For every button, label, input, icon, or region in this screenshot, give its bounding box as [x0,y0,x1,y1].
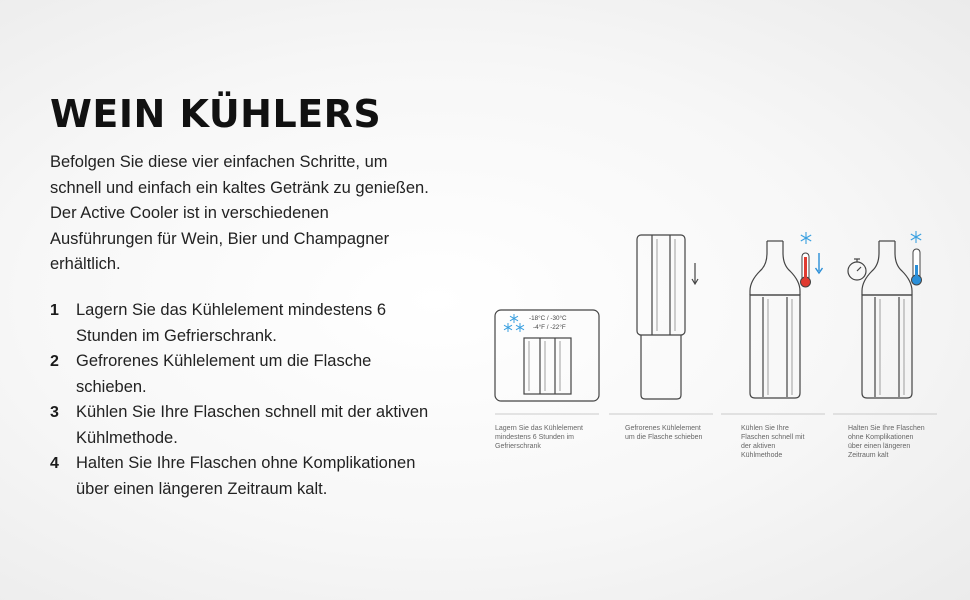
intro-line: erhältlich. [50,255,121,273]
intro-line: Ausführungen für Wein, Bier und Champagner [50,229,390,248]
step-number: 4 [50,455,59,472]
intro-paragraph [50,150,480,278]
sleeve-bottle-illustration [637,235,698,399]
keep-cold-bottle-illustration [862,241,912,398]
step-line: über einen längeren Zeitraum kalt. [76,479,328,498]
step-line: Stunden im Gefrierschrank. [76,326,277,345]
caption-line: der aktiven [741,443,776,450]
arrow-down-icon [816,253,823,273]
step-item-3 [50,400,480,451]
step-number: 2 [50,353,59,370]
caption-line: ohne Komplikationen [848,434,914,441]
intro-line: Der Active Cooler ist in verschiedenen [50,204,329,222]
step-line: Kühlmethode. [76,428,178,447]
freezer-temp-fahrenheit: -4°F / -22°F [533,324,566,331]
step-item-1 [50,298,480,349]
caption-line: Kühlen Sie Ihre [741,425,789,432]
cooling-bottle-illustration [750,241,800,398]
thermometer-icon [801,253,811,287]
caption-line: mindestens 6 Stunden im [495,434,574,441]
snowflake-icon [911,231,921,243]
caption-line: Kühlmethode [741,452,783,459]
caption-line: Gefrorenes Kühlelement [625,425,701,432]
caption-step-1 [495,424,600,451]
caption-step-2 [625,424,730,442]
step-item-2 [50,349,480,400]
step-number: 1 [50,302,59,319]
caption-line: Halten Sie Ihre Flaschen [848,425,925,432]
page-title: WEIN KÜHLERS [50,92,382,136]
step-line: Kühlen Sie Ihre Flaschen schnell mit der aktiven [76,403,429,421]
step-text [76,349,480,400]
caption-line: über einen längeren [848,443,911,450]
step-number: 3 [50,404,59,421]
intro-line: schnell und einfach ein kaltes Getränk zu genießen. [50,178,429,197]
step-line: Halten Sie Ihre Flaschen ohne Komplikationen [76,454,416,472]
step-text [76,451,480,502]
caption-line: Lagern Sie das Kühlelement [495,425,583,432]
freezer-temp-celsius: -18°C / -30°C [529,315,567,322]
caption-step-4 [848,424,953,460]
caption-line: Zeitraum kalt [848,452,889,459]
step-item-4 [50,451,480,502]
steps-list [50,298,480,502]
step-line: schieben. [76,377,147,396]
caption-line: um die Flasche schieben [625,434,703,441]
caption-line: Flaschen schnell mit [741,434,805,441]
caption-step-3 [741,424,846,460]
intro-line: Befolgen Sie diese vier einfachen Schritte, um [50,153,388,171]
snowflake-icon [801,232,811,244]
step-text [76,400,480,451]
step-text [76,298,480,349]
snowflake-icon [504,314,524,332]
thermometer-icon [912,249,922,285]
step-line: Gefrorenes Kühlelement um die Flasche [76,352,372,370]
stopwatch-icon [848,259,866,280]
caption-line: Gefrierschrank [495,443,541,450]
step-line: Lagern Sie das Kühlelement mindestens 6 [76,301,387,319]
